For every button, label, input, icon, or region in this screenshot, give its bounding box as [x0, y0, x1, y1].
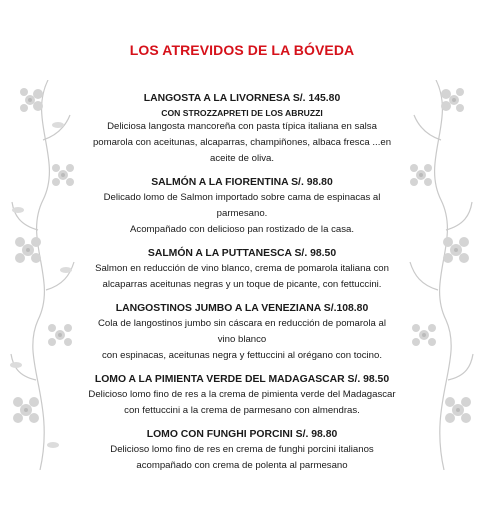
dish-description-line: con fettuccini a la crema de parmesano con almendras.	[124, 405, 360, 416]
dish-name: LOMO CON FUNGHI PORCINI S/. 98.80	[146, 429, 338, 440]
dish-subtitle: CON STROZZAPRETI DE LOS ABRUZZI	[161, 108, 323, 118]
dish-description-line: vino blanco	[217, 334, 267, 345]
dish-name: SALMÓN A LA PUTTANESCA S/. 98.50	[147, 248, 337, 259]
dish-description-line: con espinacas, aceitunas negra y fettuccini al orégano con tocino.	[102, 350, 382, 361]
dish-name: LANGOSTA A LA LIVORNESA S/. 145.80	[143, 93, 341, 104]
dish-description-line: Delicado lomo de Salmon importado sobre cama de espinacas al	[103, 192, 381, 203]
dish-description-line: acompañado con crema de polenta al parmesano	[136, 460, 348, 471]
dish-name: LANGOSTINOS JUMBO A LA VENEZIANA S/.108.80	[115, 303, 369, 314]
dish-description-line: Delicioso lomo fino de res a la crema de pimienta verde del Madagascar	[88, 389, 396, 400]
menu-item	[62, 428, 422, 474]
menu-item	[62, 176, 422, 238]
dish-description-line: Deliciosa langosta mancoreña con pasta típica italiana en salsa	[107, 121, 377, 132]
dish-description-line: Acompañado con delicioso pan rostizado de la casa.	[130, 224, 354, 235]
section-title: LOS ATREVIDOS DE LA BÓVEDA	[129, 42, 355, 58]
dish-description-line: Salmon en reducción de vino blanco, crema de pomarola italiana con	[95, 263, 389, 274]
menu-item	[62, 373, 422, 419]
dish-name: SALMÓN A LA FIORENTINA S/. 98.80	[151, 177, 333, 188]
dish-name: LOMO A LA PIMIENTA VERDE DEL MADAGASCAR S/. 98.50	[94, 374, 390, 385]
dish-description-line: parmesano.	[216, 208, 268, 219]
dish-description-line: Delicioso lomo fino de res en crema de funghi porcini italianos	[110, 444, 374, 455]
dish-description-line: alcaparras aceitunas negras y un toque de picante, con fettuccini.	[102, 279, 382, 290]
menu-items	[62, 92, 422, 483]
menu-item	[62, 247, 422, 293]
menu-item	[62, 302, 422, 364]
dish-description-line: Cola de langostinos jumbo sin cáscara en reducción de pomarola al	[98, 318, 386, 329]
dish-description-line: pomarola con aceitunas, alcaparras, champiñones, albaca fresca ...en	[92, 137, 392, 148]
menu-item	[62, 92, 422, 167]
dish-description-line: aceite de oliva.	[210, 153, 274, 164]
